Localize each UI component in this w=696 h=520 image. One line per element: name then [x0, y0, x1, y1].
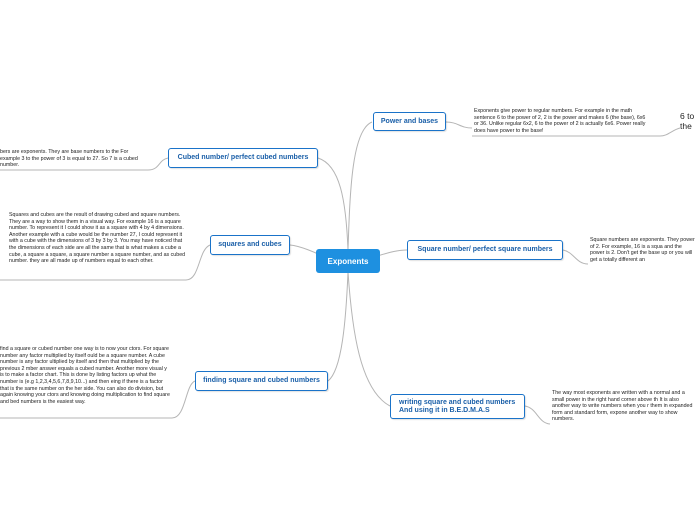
note-power-sub [680, 111, 694, 131]
topic-squares-and-cubes[interactable] [210, 235, 290, 255]
note-power-sub-line2: the [680, 121, 692, 131]
link-square-note [563, 250, 588, 264]
link-writing-note [525, 406, 550, 424]
topic-cubed-numbers[interactable] [168, 148, 318, 168]
topic-label: squares and cubes [218, 241, 282, 248]
note-squares-and-cubes: Squares and cubes are the result of drawing cubed and square numbers. They are a way to show them in a visual way. For example 16 is a square number. To represent it I could show it as a square with 4 by 4 dimensions. Another example with a cube would be the number 27, I could represent it with a cube with the dimensions of 3 by 3 by 3. You may have noticed that the dimensions of each side are all the same that is what makes a cube a cube, a square a square, a square number a square number, and as cubed number. they are all made up of numbers equal to each other. [9, 212, 186, 265]
topic-label: writing square and cubed numbers And using it in B.E.D.M.A.S [399, 398, 516, 414]
note-cubed-numbers: bers are exponents. They are base numbers to the For example 3 to the power of 3 is equal to 27. So 7 is a cubed number. [0, 149, 138, 169]
topic-power-and-bases[interactable] [373, 112, 446, 131]
link-finding [328, 272, 348, 381]
topic-label: Power and bases [380, 117, 439, 125]
link-cubed [318, 158, 348, 250]
note-power-and-bases: Exponents give power to regular numbers. For example in the math sentence 6 to the power of 2, 2 is the power and makes 6 (the base), 6x6 or 36. Unlike regular 6x2, 6 to the power of 2 is actually 6x6. Power really does have power to the base! [474, 108, 646, 134]
topic-finding-square-cubed[interactable] [195, 371, 328, 391]
topic-square-numbers[interactable] [407, 240, 563, 260]
note-power-sub-line1: 6 to [680, 111, 695, 121]
note-square-numbers: Square numbers are exponents. They power of 2. For example, 16 is a squa and the power is 2. Don't get the base up or you will get a totally different an [590, 237, 695, 263]
link-writing [348, 272, 390, 406]
link-power [348, 122, 372, 250]
topic-writing-square-cubed[interactable] [390, 394, 525, 419]
note-writing-square-cubed: The way most exponents are written with a normal and a small power in the right hand corner above th It is also another way to write numbers when you r them in expanded form and standard form, expone another way to show numbers. [552, 390, 693, 423]
topic-label: finding square and cubed numbers [203, 377, 320, 384]
topic-label: Square number/ perfect square numbers [417, 246, 553, 253]
link-power-note [446, 122, 472, 128]
central-topic-label: Exponents [327, 256, 369, 266]
central-topic[interactable] [316, 249, 380, 273]
note-finding-square-cubed: find a square or cubed number one way is to now your ctors. For square number any factor multiplied by itself ould be a square number. A cube number is any factor ultiplied by itself and then that multiplied by the previous 2 mber answer equals a cubed number. Another more visual y is to make a factor chart. This is done by listing factors up what the number is (e.g 1,2,3,4,5,6,7,8,9,10...) and then eing if there is a factor that is the same number on the her side. You can also do division, but again knowing your ctors and knowing doing multiplication to find square and bed numbers is the easiest way. [0, 346, 170, 405]
topic-label: Cubed number/ perfect cubed numbers [177, 154, 309, 161]
